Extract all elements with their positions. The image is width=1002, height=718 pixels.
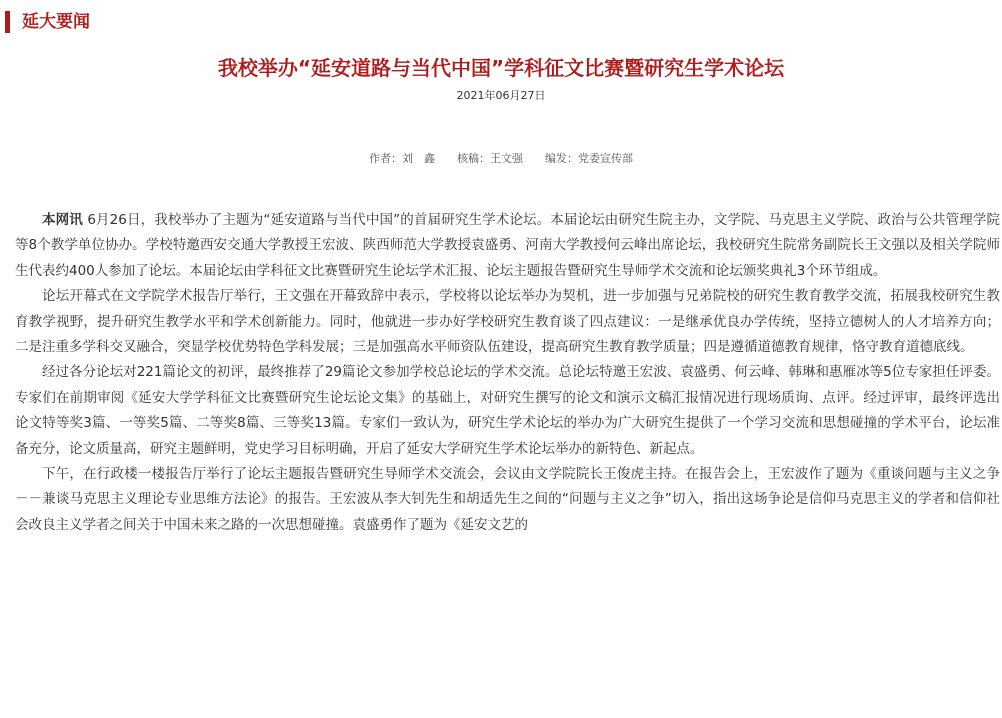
section-header <box>0 8 1002 38</box>
article-byline: 作者：刘 鑫 核稿：王文强 编发：党委宣传部 <box>369 152 633 165</box>
section-marker-bar <box>5 11 10 33</box>
article-title: 我校举办“延安道路与当代中国”学科征文比赛暨研究生学术论坛 <box>217 56 785 80</box>
article-paragraph: 论坛开幕式在文学院学术报告厅举行，王文强在开幕致辞中表示，学校将以论坛举办为契机，进一步加强与兄弟院校的研究生教育教学交流，拓展我校研究生教育教学视野，提升研究生教学水平和学术创新能力。同时，他就进一步办好学校研究生教育谈了四点建议：一是继承优良办学传统，坚持立德树人的人才培养方向；二是注重多学科交叉融合，突显学校优势特色学科发展；三是加强高水平师资队伍建设，提高研究生教育教学质量；四是遵循道德教育规律，恪守教育道德底线。 <box>15 288 1000 356</box>
article-body <box>15 208 1000 538</box>
paragraph-text: 6月26日，我校举办了主题为“延安道路与当代中国”的首届研究生学术论坛。本届论坛由研究生院主办，文学院、马克思主义学院、政治与公共管理学院等8个教学单位协办。学校特邀西安交通大学教授王宏波、陕西师范大学教授袁盛勇、河南大学教授何云峰出席论坛，我校研究生院常务副院长王文强以及相关学院师生代表约400人参加了论坛。本届论坛由学科征文比赛暨研究生论坛学术汇报、论坛主题报告暨研究生导师学术交流和论坛颁奖典礼3个环节组成。 <box>15 212 1001 279</box>
article-paragraph <box>15 208 1000 284</box>
lead-tag: 本网讯 <box>42 212 83 228</box>
article-date: 2021年06月27日 <box>456 89 546 102</box>
section-title[interactable]: 延大要闻 <box>22 12 90 32</box>
article-paragraph: 经过各分论坛对221篇论文的初评，最终推荐了29篇论文参加学校总论坛的学术交流。总论坛特邀王宏波、袁盛勇、何云峰、韩琳和惠雁冰等5位专家担任评委。专家们在前期审阅《延安大学学科征文比赛暨研究生论坛论文集》的基础上，对研究生撰写的论文和演示文稿汇报情况进行现场质询、点评。经过评审，最终评选出论文特等奖3篇、一等奖5篇、二等奖8篇、三等奖13篇。专家们一致认为，研究生学术论坛的举办为广大研究生提供了一个学习交流和思想碰撞的学术平台，论坛准备充分，论文质量高，研究主题鲜明，党史学习目标明确，开启了延安大学研究生学术论坛举办的新特色、新起点。 <box>15 364 1000 457</box>
article-paragraph: 下午，在行政楼一楼报告厅举行了论坛主题报告暨研究生导师学术交流会，会议由文学院院长王俊虎主持。在报告会上，王宏波作了题为《重谈问题与主义之争－－兼谈马克思主义理论专业思维方法论》的报告。王宏波从李大钊先生和胡适先生之间的“问题与主义之争”切入，指出这场争论是信仰马克思主义的学者和信仰社会改良主义学者之间关于中国未来之路的一次思想碰撞。袁盛勇作了题为《延安文艺的 <box>15 466 1000 533</box>
